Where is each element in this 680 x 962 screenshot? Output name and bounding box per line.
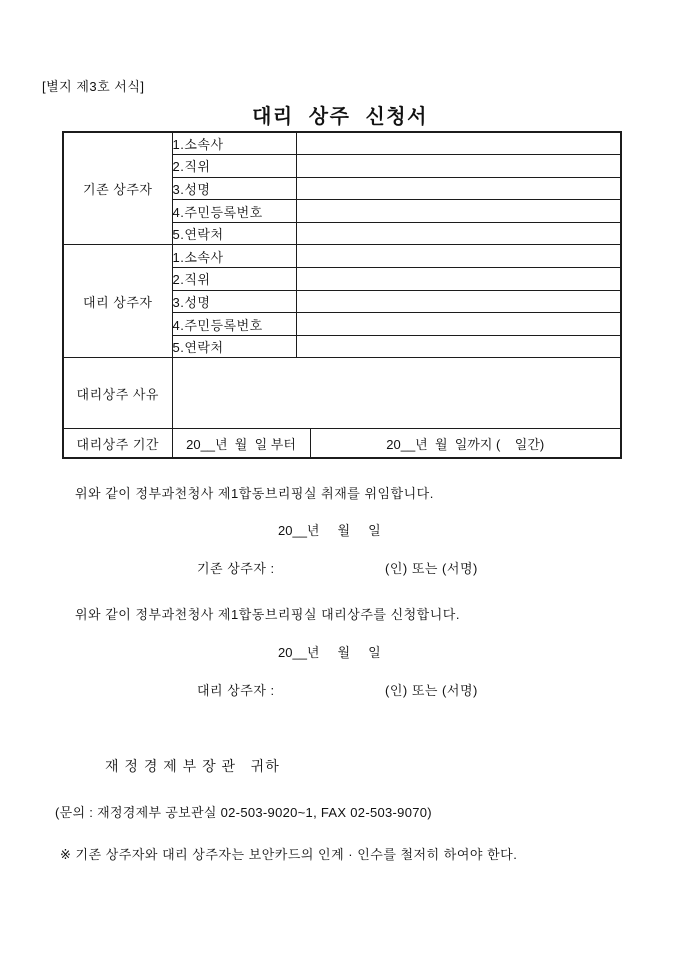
application-table	[62, 131, 622, 459]
input-cell-proxy-position[interactable]	[296, 268, 621, 291]
form-note: [별지 제3호 서식]	[42, 79, 145, 94]
table-row	[63, 132, 621, 155]
field-label-proxy-position: 2.직위	[172, 268, 296, 291]
reason-label: 대리상주 사유	[63, 358, 172, 429]
input-cell-existing-position[interactable]	[296, 155, 621, 178]
input-cell-reason[interactable]	[172, 358, 621, 429]
field-label-existing-id-number: 4.주민등록번호	[172, 200, 296, 223]
field-label-proxy-name: 3.성명	[172, 290, 296, 313]
addressee-line: 재 정 경 제 부 장 관 귀하	[105, 758, 280, 774]
table-row	[63, 429, 621, 458]
field-label-existing-name: 3.성명	[172, 177, 296, 200]
field-label-proxy-id-number: 4.주민등록번호	[172, 313, 296, 336]
input-cell-existing-name[interactable]	[296, 177, 621, 200]
field-label-existing-company: 1.소속사	[172, 132, 296, 155]
seal-or-sign-note-2: (인) 또는 (서명)	[385, 683, 478, 698]
input-cell-existing-contact[interactable]	[296, 222, 621, 245]
contact-info: (문의 : 재정경제부 공보관실 02-503-9020~1, FAX 02-503-9070)	[55, 805, 432, 820]
application-statement: 위와 같이 정부과천청사 제1합동브리핑실 대리상주를 신청합니다.	[75, 607, 460, 622]
field-label-proxy-contact: 5.연락처	[172, 335, 296, 358]
existing-signer-label: 기존 상주자 :	[197, 561, 275, 576]
input-cell-proxy-id-number[interactable]	[296, 313, 621, 336]
input-cell-existing-id-number[interactable]	[296, 200, 621, 223]
date-line-2: 20__년 월 일	[278, 645, 381, 660]
group-label-existing-resident: 기존 상주자	[63, 132, 172, 245]
group-label-proxy-resident: 대리 상주자	[63, 245, 172, 358]
input-cell-proxy-name[interactable]	[296, 290, 621, 313]
period-label: 대리상주 기간	[63, 429, 172, 458]
seal-or-sign-note-1: (인) 또는 (서명)	[385, 561, 478, 576]
proxy-signer-label: 대리 상주자 :	[197, 683, 275, 698]
table-row	[63, 245, 621, 268]
period-to-cell[interactable]: 20__년 월 일까지 ( 일간)	[310, 429, 621, 458]
field-label-existing-position: 2.직위	[172, 155, 296, 178]
page-title: 대리 상주 신청서	[252, 106, 428, 128]
period-from-cell[interactable]: 20__년 월 일 부터	[172, 429, 310, 458]
field-label-proxy-company: 1.소속사	[172, 245, 296, 268]
input-cell-existing-company[interactable]	[296, 132, 621, 155]
table-row	[63, 358, 621, 429]
delegation-statement: 위와 같이 정부과천청사 제1합동브리핑실 취재를 위임합니다.	[75, 486, 434, 501]
security-card-note: ※ 기존 상주자와 대리 상주자는 보안카드의 인계 · 인수를 철저히 하여야 한다.	[60, 847, 518, 862]
input-cell-proxy-company[interactable]	[296, 245, 621, 268]
field-label-existing-contact: 5.연락처	[172, 222, 296, 245]
date-line-1: 20__년 월 일	[278, 523, 381, 538]
input-cell-proxy-contact[interactable]	[296, 335, 621, 358]
